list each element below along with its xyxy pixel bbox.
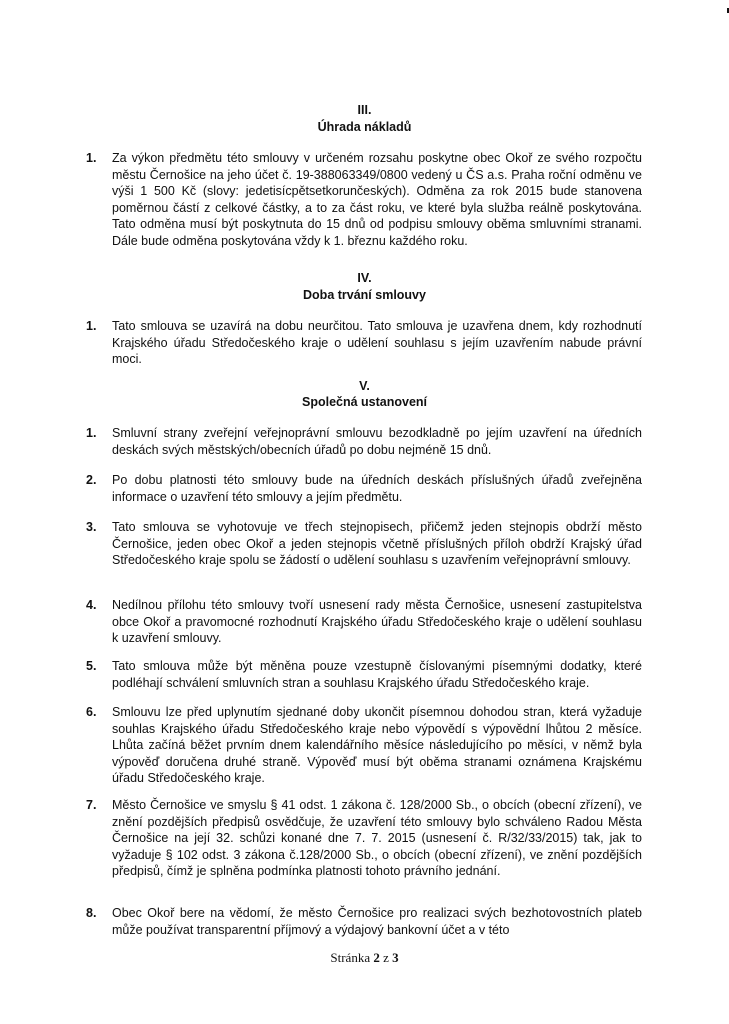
section-5-number: V. xyxy=(359,379,370,393)
section-5-paragraph-1 xyxy=(86,425,642,458)
section-5-paragraph-7 xyxy=(86,797,642,880)
section-5-paragraph-6 xyxy=(86,704,642,787)
paragraph-number: 2. xyxy=(86,473,97,487)
footer-page-total: 3 xyxy=(392,950,399,965)
paragraph-text: Tato smlouva se uzavírá na dobu neurčitou. Tato smlouva je uzavřena dnem, kdy rozhodnutí Krajského úřadu Středočeského kraje o udělení souhlasu s jejím uzavřením nabude právní moci. xyxy=(112,319,642,366)
paragraph-text: Smluvní strany zveřejní veřejnoprávní smlouvu bezodkladně po jejím uzavření na úředních deskách svých městských/obecních úřadů po dobu nejméně 15 dnů. xyxy=(112,426,642,457)
paragraph-text: Tato smlouva se vyhotovuje ve třech stejnopisech, přičemž jeden stejnopis obdrží město Černošice, jeden obec Okoř a jeden stejnopis včetně příslušných příloh obdrží Krajský úřad Středočeského kraje spolu se žádostí o udělení souhlasu s uzavřením veřejnoprávní smlouvy. xyxy=(112,520,642,567)
page-footer xyxy=(0,950,729,966)
paragraph-number: 5. xyxy=(86,659,97,673)
section-4-title: Doba trvání smlouvy xyxy=(303,288,426,302)
paragraph-number: 1. xyxy=(86,151,97,165)
paragraph-number: 7. xyxy=(86,798,97,812)
paragraph-number: 1. xyxy=(86,319,97,333)
section-5-paragraph-3 xyxy=(86,519,642,569)
section-3-paragraph-1 xyxy=(86,150,642,249)
paragraph-text: Obec Okoř bere na vědomí, že město Černošice pro realizaci svých bezhotovostních plateb může používat transparentní příjmový a výdajový bankovní účet a v této xyxy=(112,906,642,937)
paragraph-number: 4. xyxy=(86,598,97,612)
paragraph-text: Nedílnou přílohu této smlouvy tvoří usnesení rady města Černošice, usnesení zastupitelstva obce Okoř a pravomocné rozhodnutí Krajského úřadu Středočeského kraje o udělení souhlasu k uzavření smlouvy. xyxy=(112,598,642,645)
footer-label: Stránka xyxy=(330,950,371,965)
paragraph-text: Tato smlouva může být měněna pouze vzestupně číslovanými písemnými dodatky, které podléhají schválení smluvních stran a souhlasu Krajského úřadu Středočeského kraje. xyxy=(112,659,642,690)
section-4-paragraph-1 xyxy=(86,318,642,368)
section-5-paragraph-2 xyxy=(86,472,642,505)
footer-page-number: 2 xyxy=(373,950,380,965)
section-5-paragraph-5 xyxy=(86,658,642,691)
paragraph-number: 3. xyxy=(86,520,97,534)
section-5-paragraph-8 xyxy=(86,905,642,938)
paragraph-number: 8. xyxy=(86,906,97,920)
paragraph-text: Město Černošice ve smyslu § 41 odst. 1 zákona č. 128/2000 Sb., o obcích (obecní zřízení), ve znění pozdějších předpisů osvědčuje, že uzavření této smlouvy bylo schváleno Radou Města Černošice na její 32. schůzi konané dne 7. 7. 2015 (usnesení č. R/32/33/2015) tak, jak to vyžaduje § 102 odst. 3 zákona č.128/2000 Sb., o obcích (obecní zřízení), ve znění pozdějších předpisů, čímž je splněna podmínka platnosti tohoto právního jednání. xyxy=(112,798,642,878)
section-4-number: IV. xyxy=(357,271,372,285)
footer-separator: z xyxy=(383,950,389,965)
paragraph-number: 1. xyxy=(86,426,97,440)
paragraph-text: Po dobu platnosti této smlouvy bude na úředních deskách příslušných úřadů zveřejněna informace o uzavření této smlouvy a jejím předmětu. xyxy=(112,473,642,504)
paragraph-text: Za výkon předmětu této smlouvy v určeném rozsahu poskytne obec Okoř ze svého rozpočtu městu Černošice na jeho účet č. 19-388063349/0800 vedený u ČS a.s. Praha roční odměnu ve výši 1 500 Kč (slovy: jedetisícpětsetkorunčeských). Odměna za rok 2015 bude stanovena poměrnou částí z celkové částky, a to za část roku, ve které byla služba reálně poskytována. Tato odměna musí být poskytnuta do 15 dnů od podpisu smlouvy oběma smluvními stranami. Dále bude odměna poskytována vždy k 1. březnu každého roku. xyxy=(112,151,642,248)
paragraph-text: Smlouvu lze před uplynutím sjednané doby ukončit písemnou dohodou stran, která vyžaduje souhlas Krajského úřadu Středočeského kraje nebo výpovědí s výpovědní lhůtou 2 měsíce. Lhůta začíná běžet prvním dnem kalendářního měsíce následujícího po měsíci, v němž byla výpověď doručena druhé straně. Výpověď musí být oběma stranami oznámena Krajskému úřadu Středočeského kraje. xyxy=(112,705,642,785)
section-3-number: III. xyxy=(357,103,372,117)
section-5-paragraph-4 xyxy=(86,597,642,647)
paragraph-number: 6. xyxy=(86,705,97,719)
section-3-title: Úhrada nákladů xyxy=(317,120,412,134)
section-5-title: Společná ustanovení xyxy=(301,395,428,409)
